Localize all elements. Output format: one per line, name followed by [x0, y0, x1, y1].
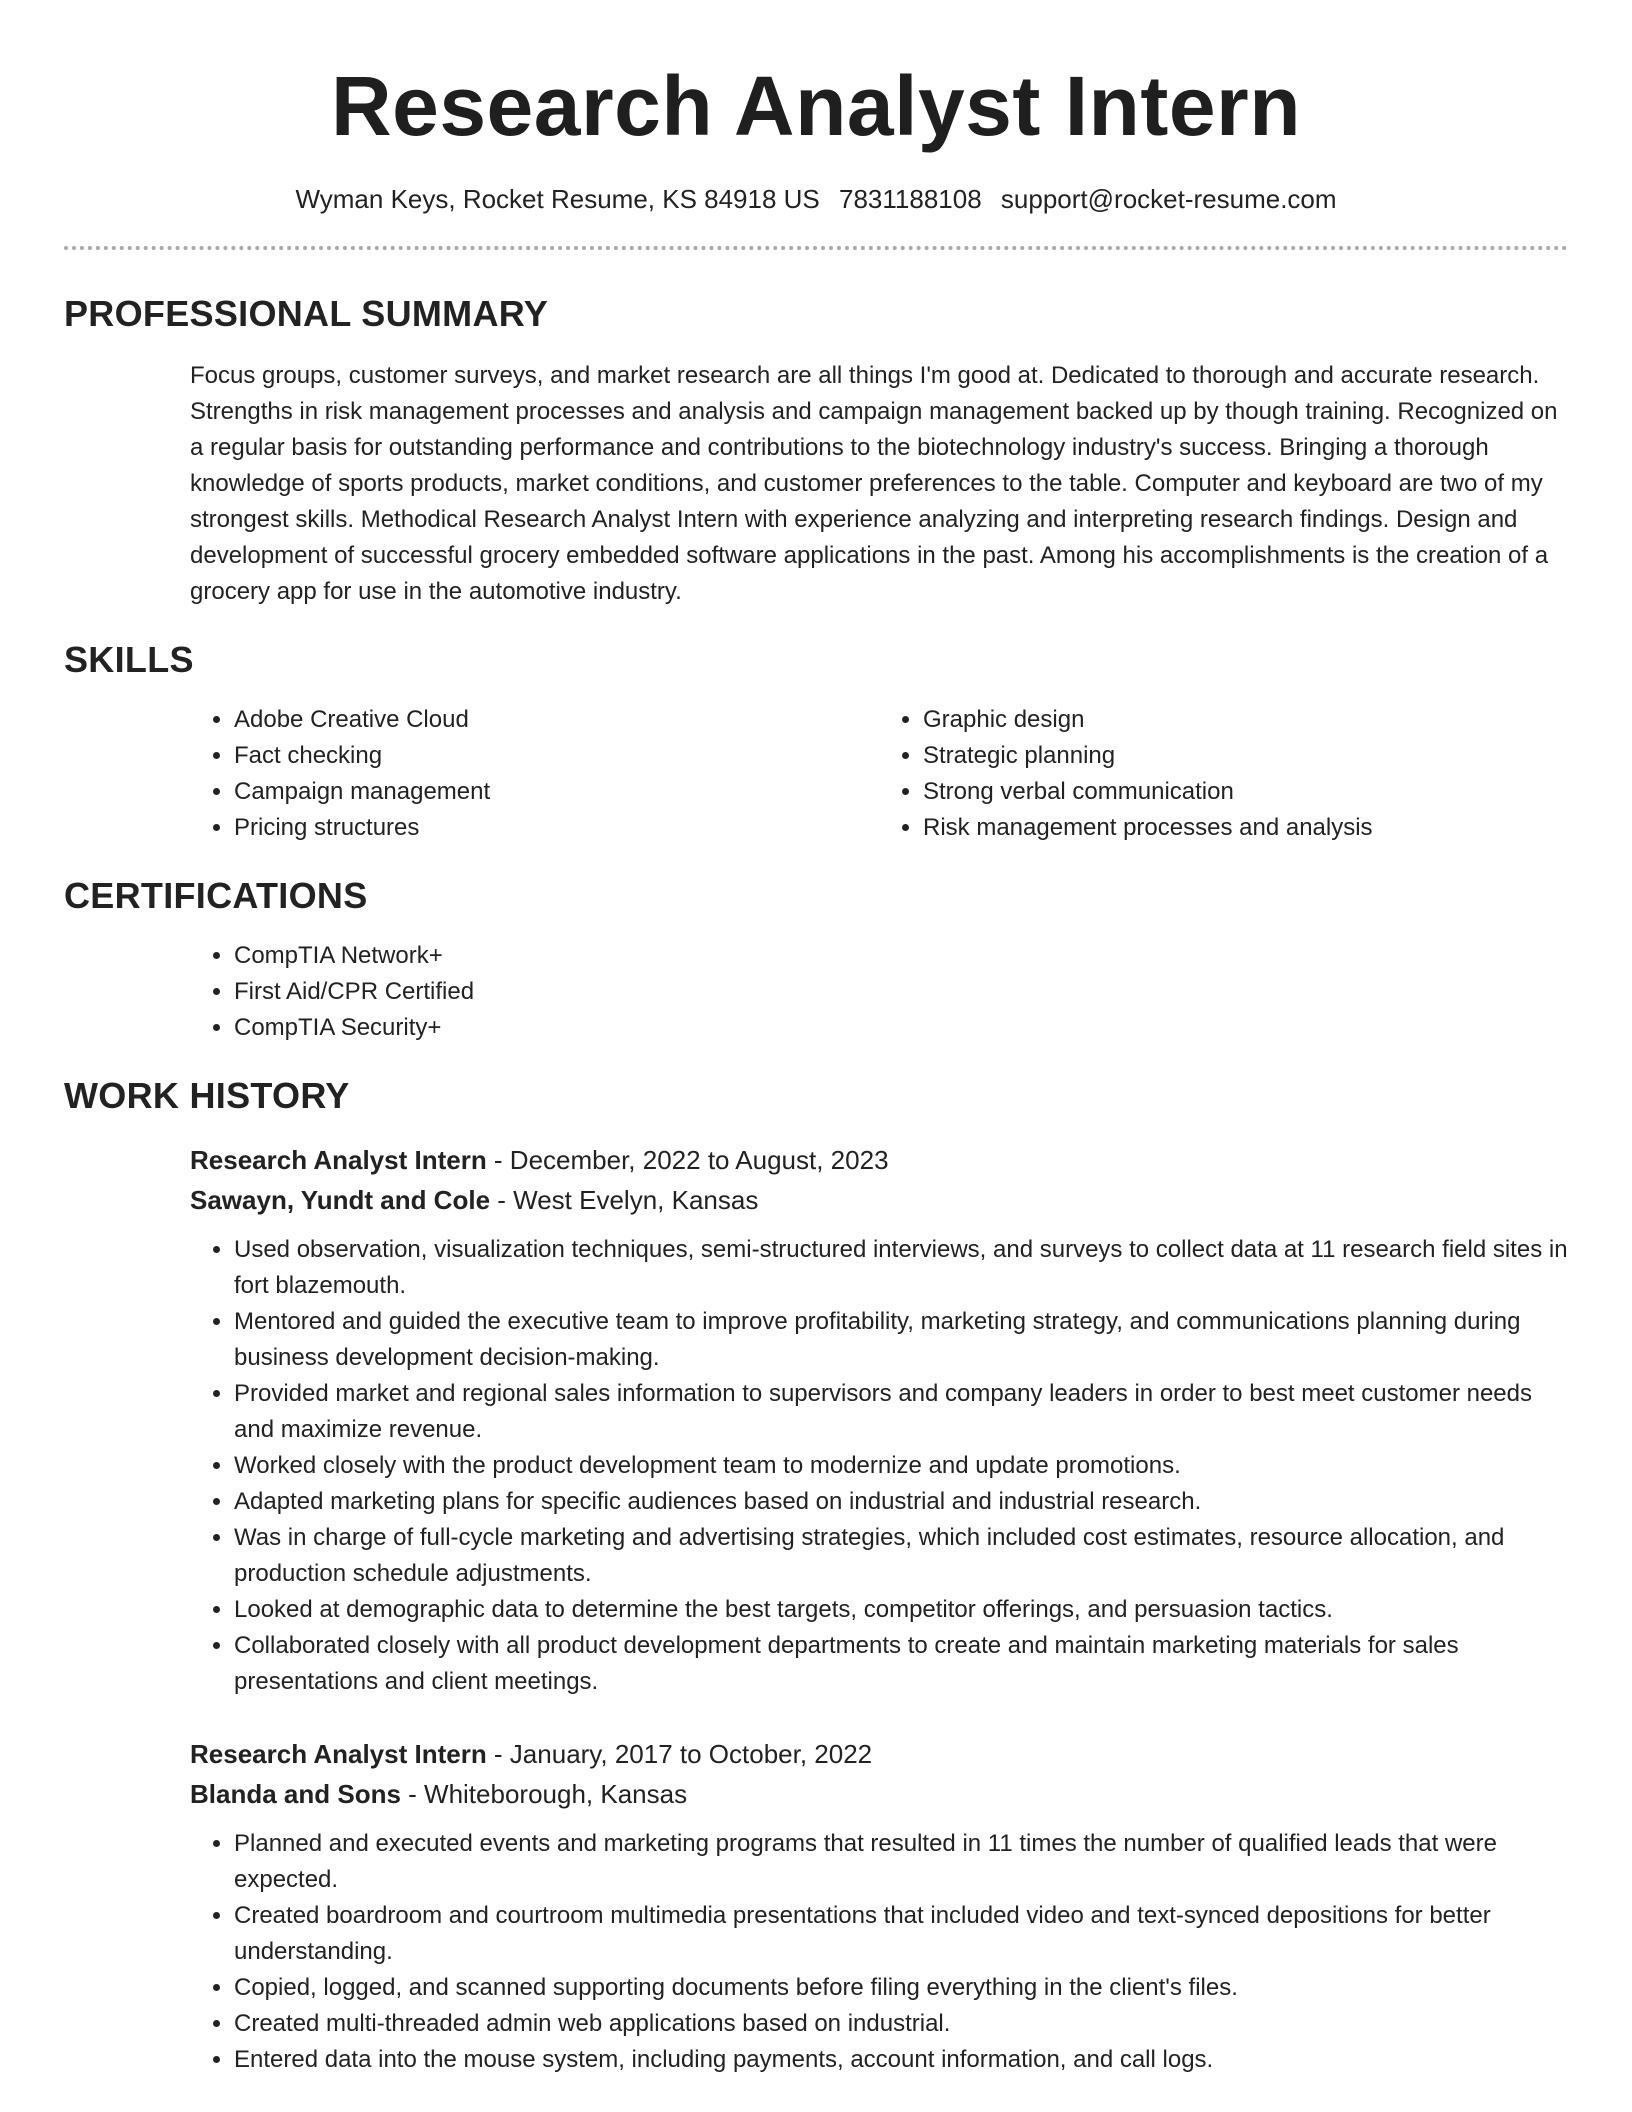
job-bullet: • Entered data into the mouse system, including payments, account information, and call logs. [234, 2042, 1568, 2078]
job-bullet: • Used observation, visualization techniques, semi-structured interviews, and surveys to collect data at 11 research field sites in fort blazemouth. [234, 1232, 1568, 1304]
job-location: - Whiteborough, Kansas [400, 1779, 688, 1809]
certification-item: • CompTIA Security+ [234, 1010, 1568, 1046]
skills-list-right [879, 702, 1568, 846]
job-role-line [190, 1734, 1568, 1774]
contact-email: support@rocket-resume.com [1000, 184, 1337, 214]
work-history-body [190, 1140, 1568, 2078]
job-dates: - January, 2017 to October, 2022 [486, 1739, 873, 1769]
skill-item: • Graphic design [923, 702, 1568, 738]
job-company-line [190, 1180, 1568, 1220]
job-company: Blanda and Sons [190, 1779, 401, 1809]
job-bullet: • Planned and executed events and marketing programs that resulted in 11 times the number of qualified leads that were expected. [234, 1826, 1568, 1898]
contact-address: Wyman Keys, Rocket Resume, KS 84918 US [295, 184, 820, 214]
certification-item: • First Aid/CPR Certified [234, 974, 1568, 1010]
certification-item: • CompTIA Network+ [234, 938, 1568, 974]
skill-item: • Pricing structures [234, 810, 879, 846]
work-history-title: WORK HISTORY [64, 1075, 350, 1116]
job-entry [190, 1734, 1568, 2078]
certifications-section [64, 874, 1568, 1046]
contact-line [64, 182, 1568, 216]
job-role: Research Analyst Intern [190, 1739, 487, 1769]
job-bullet: • Adapted marketing plans for specific audiences based on industrial and industrial research. [234, 1484, 1568, 1520]
job-bullets [190, 1232, 1568, 1700]
job-bullet: • Created multi-threaded admin web applications based on industrial. [234, 2006, 1568, 2042]
skill-item: • Campaign management [234, 774, 879, 810]
summary-title: PROFESSIONAL SUMMARY [64, 293, 549, 334]
summary-text: Focus groups, customer surveys, and market research are all things I'm good at. Dedicated to thorough and accurate research. Strengths in risk management processes and analysis and campaign management backed up by though training. Recognized on a regular basis for outstanding performance and contributions to the biotechnology industry's success. Bringing a thorough knowledge of sports products, market conditions, and customer preferences to the table. Computer and keyboard are two of my strongest skills. Methodical Research Analyst Intern with experience analyzing and interpreting research findings. Design and development of successful grocery embedded software applications in the past. Among his accomplishments is the creation of a grocery app for use in the automotive industry. [190, 362, 1558, 605]
contact-phone: 7831188108 [839, 184, 982, 214]
job-entry [190, 1140, 1568, 1700]
summary-section [64, 292, 1568, 610]
job-bullet: • Mentored and guided the executive team to improve profitability, marketing strategy, and communications planning during business development decision-making. [234, 1304, 1568, 1376]
job-bullet: • Copied, logged, and scanned supporting documents before filing everything in the client's files. [234, 1970, 1568, 2006]
job-company: Sawayn, Yundt and Cole [190, 1185, 491, 1215]
job-bullet: • Provided market and regional sales information to supervisors and company leaders in order to best meet customer needs and maximize revenue. [234, 1376, 1568, 1448]
work-history-section [64, 1074, 1568, 2078]
certifications-list [190, 938, 1568, 1046]
skills-section [64, 638, 1568, 846]
job-location: - West Evelyn, Kansas [490, 1185, 759, 1215]
summary-body [190, 358, 1568, 610]
job-bullet: • Worked closely with the product development team to modernize and update promotions. [234, 1448, 1568, 1484]
skill-item: • Adobe Creative Cloud [234, 702, 879, 738]
skill-item: • Fact checking [234, 738, 879, 774]
header-divider [64, 246, 1568, 250]
skill-item: • Strong verbal communication [923, 774, 1568, 810]
skill-item: • Strategic planning [923, 738, 1568, 774]
resume-name: Research Analyst Intern [330, 59, 1302, 153]
job-bullet: • Created boardroom and courtroom multimedia presentations that included video and text-synced depositions for better understanding. [234, 1898, 1568, 1970]
certifications-body [190, 938, 1568, 1046]
job-company-line [190, 1774, 1568, 1814]
certifications-title: CERTIFICATIONS [64, 875, 368, 916]
job-bullets [190, 1826, 1568, 2078]
skill-item: • Risk management processes and analysis [923, 810, 1568, 846]
skills-title: SKILLS [64, 639, 194, 680]
job-bullet: • Collaborated closely with all product development departments to create and maintain marketing materials for sales presentations and client meetings. [234, 1628, 1568, 1700]
job-role-line [190, 1140, 1568, 1180]
skills-list-left [190, 702, 879, 846]
skills-grid [190, 682, 1568, 846]
job-dates: - December, 2022 to August, 2023 [486, 1145, 889, 1175]
job-role: Research Analyst Intern [190, 1145, 487, 1175]
job-bullet: • Was in charge of full-cycle marketing and advertising strategies, which included cost estimates, resource allocation, and production schedule adjustments. [234, 1520, 1568, 1592]
job-bullet: • Looked at demographic data to determine the best targets, competitor offerings, and persuasion tactics. [234, 1592, 1568, 1628]
